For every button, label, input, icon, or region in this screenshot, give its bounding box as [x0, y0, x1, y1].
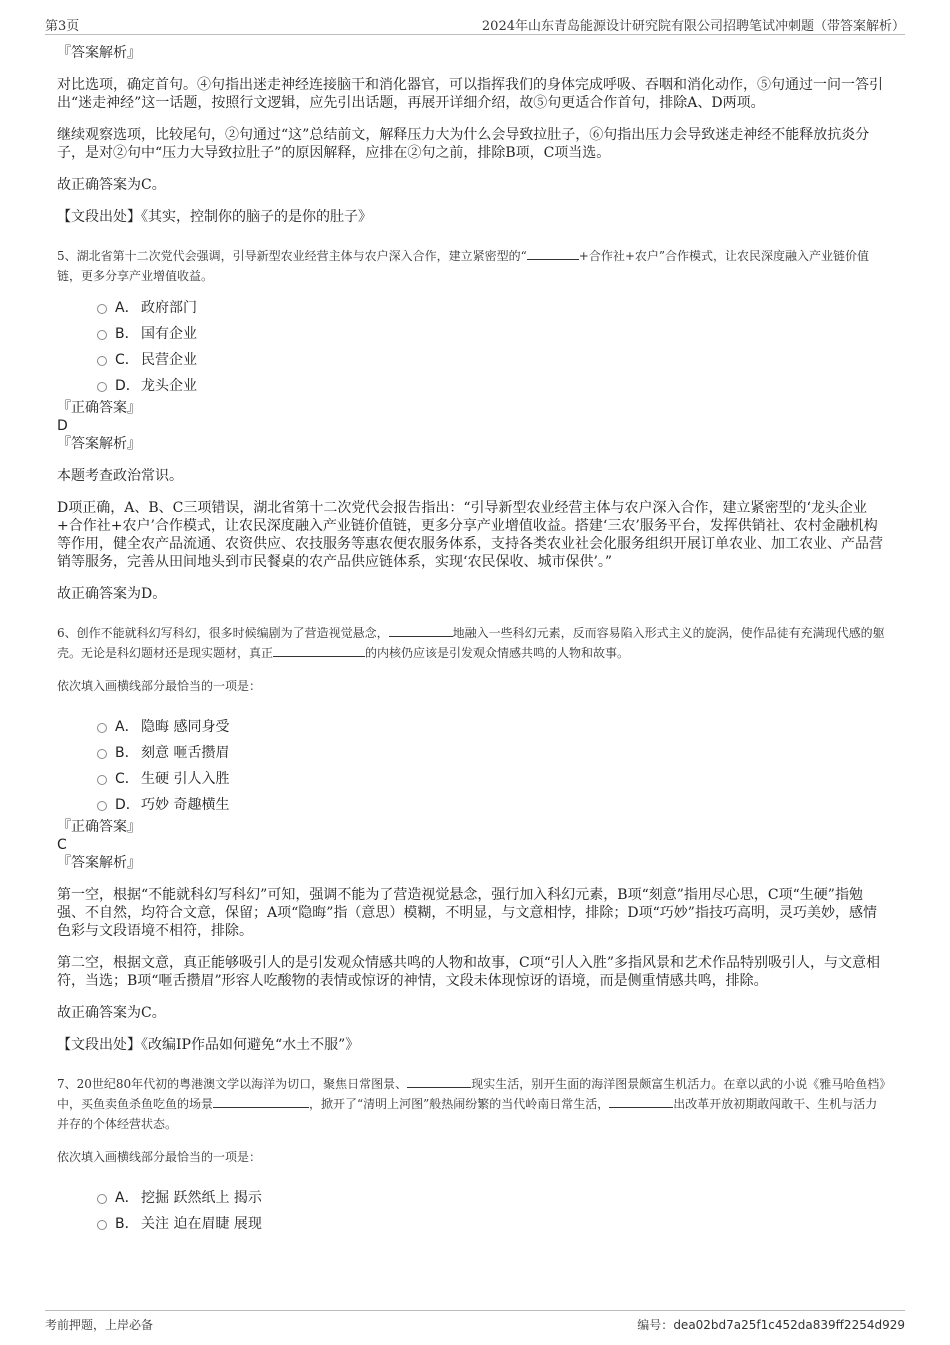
source-title: 《改编IP作品如何避免“水土不服”》	[141, 1037, 360, 1053]
option-q6-a[interactable]: A． 隐晦 感同身受	[57, 714, 887, 740]
fill-blank	[213, 1095, 309, 1108]
analysis-paragraph: 本题考查政治常识。	[57, 468, 183, 484]
correct-answer: D	[57, 418, 68, 434]
correct-answer-label: 『正确答案』	[57, 819, 141, 835]
page-header	[45, 12, 905, 35]
fill-blank	[389, 624, 453, 637]
option-q6-b[interactable]: B． 刻意 咂舌攒眉	[57, 740, 887, 766]
correct-answer-label: 『正确答案』	[57, 400, 141, 416]
fill-blank	[527, 247, 579, 260]
radio-icon[interactable]	[97, 801, 107, 811]
radio-icon[interactable]	[97, 1220, 107, 1230]
source-title: 《其实，控制你的脑子的是你的肚子》	[141, 209, 372, 225]
analysis-label: 『答案解析』	[57, 855, 141, 871]
radio-icon[interactable]	[97, 304, 107, 314]
instruction: 依次填入画横线部分最恰当的一项是：	[57, 1150, 262, 1164]
source-citation	[57, 1036, 887, 1054]
page-number: 第3页	[45, 19, 80, 34]
question-stem-6: 6、创作不能就科幻写科幻，很多时候编剧为了营造视觉悬念， 地融入一些科幻元素，反而容易陷入形式主义的旋涡，使作品徒有充满现代感的躯壳。无论是科幻题材还是现实题材，真正 的内核仍应该是引发观众情感共鸣的人物和故事。	[57, 626, 885, 660]
source-label: 【文段出处】	[57, 209, 141, 225]
question-stem-7: 7、20世纪80年代初的粤港澳文学以海洋为切口，聚焦日常图景、 现实生活，别开生面的海洋图景颇富生机活力。在章以武的小说《雅马哈鱼档》中，买鱼卖鱼杀鱼吃鱼的场景 ，掀开了“清明上河图”般热闹纷繁的当代岭南日常生活， 出改革开放初期敢闯敢干、生机与活力并存的个体经营状态。	[57, 1077, 886, 1131]
fill-blank	[407, 1075, 471, 1088]
source-citation	[57, 208, 887, 226]
options-q6	[57, 714, 887, 818]
document-body	[57, 44, 887, 1237]
option-q7-b[interactable]: B． 关注 迫在眉睫 展现	[57, 1211, 887, 1237]
option-q5-c[interactable]: C． 民营企业	[57, 347, 887, 373]
analysis-paragraph: 继续观察选项，比较尾句，②句通过“这”总结前文，解释压力大为什么会导致拉肚子，⑥句指出压力会导致迷走神经不能释放抗炎分子，是对②句中“压力大导致拉肚子”的原因解释，应排在②句之前，排除B项，C项当选。	[57, 127, 870, 161]
analysis-label: 『答案解析』	[57, 45, 141, 61]
option-q5-b[interactable]: B． 国有企业	[57, 321, 887, 347]
option-q6-d[interactable]: D．巧妙 奇趣横生	[57, 792, 887, 818]
document-title: 2024年山东青岛能源设计研究院有限公司招聘笔试冲刺题（带答案解析）	[481, 19, 905, 34]
source-label: 【文段出处】	[57, 1037, 141, 1053]
options-q7	[57, 1185, 887, 1237]
analysis-label: 『答案解析』	[57, 436, 141, 452]
document-code: 编号：dea02bd7a25f1c452da839ff2254d929	[637, 1318, 905, 1332]
analysis-paragraph: 第一空，根据“不能就科幻写科幻”可知，强调不能为了营造视觉悬念，强行加入科幻元素，B项“刻意”指用尽心思，C项“生硬”指勉强、不自然，均符合文意，保留；A项“隐晦”指（意思）模糊，不明显，与文意相悖，排除；D项“巧妙”指技巧高明，灵巧美妙，感情色彩与文段语境不相符，排除。	[57, 887, 877, 939]
question-stem-5: 5、湖北省第十二次党代会强调，引导新型农业经营主体与农户深入合作，建立紧密型的“ +合作社+农户”合作模式，让农民深度融入产业链价值链，更多分享产业增值收益。	[57, 249, 870, 283]
conclusion: 故正确答案为D。	[57, 586, 167, 602]
instruction: 依次填入画横线部分最恰当的一项是：	[57, 679, 262, 693]
option-q7-a[interactable]: A． 挖掘 跃然纸上 揭示	[57, 1185, 887, 1211]
conclusion: 故正确答案为C。	[57, 177, 166, 193]
fill-blank	[609, 1095, 673, 1108]
page-footer	[45, 1310, 905, 1332]
radio-icon[interactable]	[97, 749, 107, 759]
analysis-paragraph: D项正确，A、B、C三项错误，湖北省第十二次党代会报告指出：“引导新型农业经营主体与农户深入合作，建立紧密型的‘龙头企业+合作社+农户’合作模式，让农民深度融入产业链价值链，更多分享产业增值收益。搭建‘三农’服务平台，发挥供销社、农村金融机构等作用，健全农产品流通、农资供应、农技服务等惠农便农服务体系，支持各类农业社会化服务组织开展订单农业、加工农业、产品营销等服务，完善从田间地头到市民餐桌的农产品供应链体系，实现‘农民保收、城市保供’。”	[57, 500, 883, 570]
correct-answer: C	[57, 837, 67, 853]
fill-blank	[273, 644, 365, 657]
option-q6-c[interactable]: C． 生硬 引人入胜	[57, 766, 887, 792]
options-q5	[57, 295, 887, 399]
radio-icon[interactable]	[97, 382, 107, 392]
conclusion: 故正确答案为C。	[57, 1005, 166, 1021]
radio-icon[interactable]	[97, 330, 107, 340]
radio-icon[interactable]	[97, 356, 107, 366]
option-q5-d[interactable]: D．龙头企业	[57, 373, 887, 399]
analysis-paragraph: 第二空，根据文意，真正能够吸引人的是引发观众情感共鸣的人物和故事，C项“引人入胜”多指风景和艺术作品特别吸引人，与文意相符，当选；B项“咂舌攒眉”形容人吃酸物的表情或惊讶的神情，文段未体现惊讶的语境，而是侧重情感共鸣，排除。	[57, 955, 881, 989]
option-q5-a[interactable]: A． 政府部门	[57, 295, 887, 321]
footer-slogan: 考前押题，上岸必备	[45, 1318, 154, 1332]
analysis-paragraph: 对比选项，确定首句。④句指出迷走神经连接脑干和消化器官，可以指挥我们的身体完成呼吸、吞咽和消化动作，⑤句通过一问一答引出“迷走神经”这一话题，按照行文逻辑，应先引出话题，再展开详细介绍，故⑤句更适合作首句，排除A、D两项。	[57, 77, 883, 111]
radio-icon[interactable]	[97, 775, 107, 785]
radio-icon[interactable]	[97, 1194, 107, 1204]
radio-icon[interactable]	[97, 723, 107, 733]
